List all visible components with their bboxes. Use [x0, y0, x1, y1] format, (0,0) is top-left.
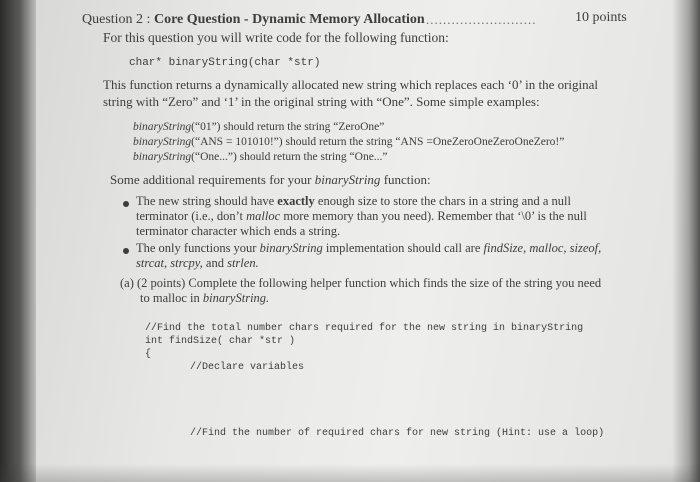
code-comment-total: //Find the total number chars required for the new string in binaryString — [145, 323, 584, 334]
description-line-2: string with “Zero” and ‘1’ in the original string with “One”. Some simple examples: — [103, 94, 540, 109]
question-points: 10 points — [575, 10, 627, 25]
code-open-brace: { — [145, 349, 152, 360]
bullet-1-line-1: The new string should have exactly enough size to store the chars in a string and a null — [136, 194, 571, 208]
code-comment-loop: //Find the number of required chars for new string (Hint: use a loop) — [190, 428, 605, 439]
photo-shadow-right — [672, 0, 700, 482]
bullet-dot-1 — [123, 201, 129, 207]
bullet-2-line-1: The only functions your binaryString implementation should call are findSize, malloc, sizeof, — [136, 241, 602, 255]
code-comment-declare: //Declare variables — [190, 362, 305, 373]
question-intro: For this question you will write code for the following function: — [103, 30, 449, 45]
function-signature: char* binaryString(char *str) — [129, 57, 321, 69]
bullet-1-line-3: terminator character which ends a string. — [136, 224, 341, 238]
example-line-3: binaryString(“One...”) should return the string “One...” — [133, 151, 388, 163]
bullet-2-line-2: strcat, strcpy, and strlen. — [136, 256, 259, 270]
requirements-heading: Some additional requirements for your binaryString function: — [110, 172, 431, 187]
description-line-1: This function returns a dynamically allocated new string which replaces each ‘0’ in the original — [103, 77, 599, 92]
part-a-line-1: (a) (2 points) Complete the following helper function which finds the size of the string you need — [120, 276, 602, 290]
code-function-signature: int findSize( char *str ) — [145, 336, 296, 347]
bullet-1-line-2: terminator (i.e., don’t malloc more memory than you need). Remember that ‘\0’ is the null — [136, 209, 587, 223]
question-title: Core Question - Dynamic Memory Allocation — [153, 12, 425, 27]
photo-shadow-left — [0, 0, 36, 482]
bullet-dot-2 — [123, 248, 129, 254]
question-heading: Question 2 : Core Question - Dynamic Memory Allocation — [82, 12, 425, 27]
part-a-line-2: to malloc in binaryString. — [140, 291, 270, 305]
example-line-2: binaryString(“ANS = 101010!”) should return the string “ANS =OneZeroOneZeroOneZero!” — [133, 136, 565, 148]
photo-shadow-bottom — [0, 464, 700, 482]
example-line-1: binaryString(“01”) should return the string “ZeroOne” — [133, 121, 385, 133]
leader-dots: .......................... — [426, 12, 537, 27]
